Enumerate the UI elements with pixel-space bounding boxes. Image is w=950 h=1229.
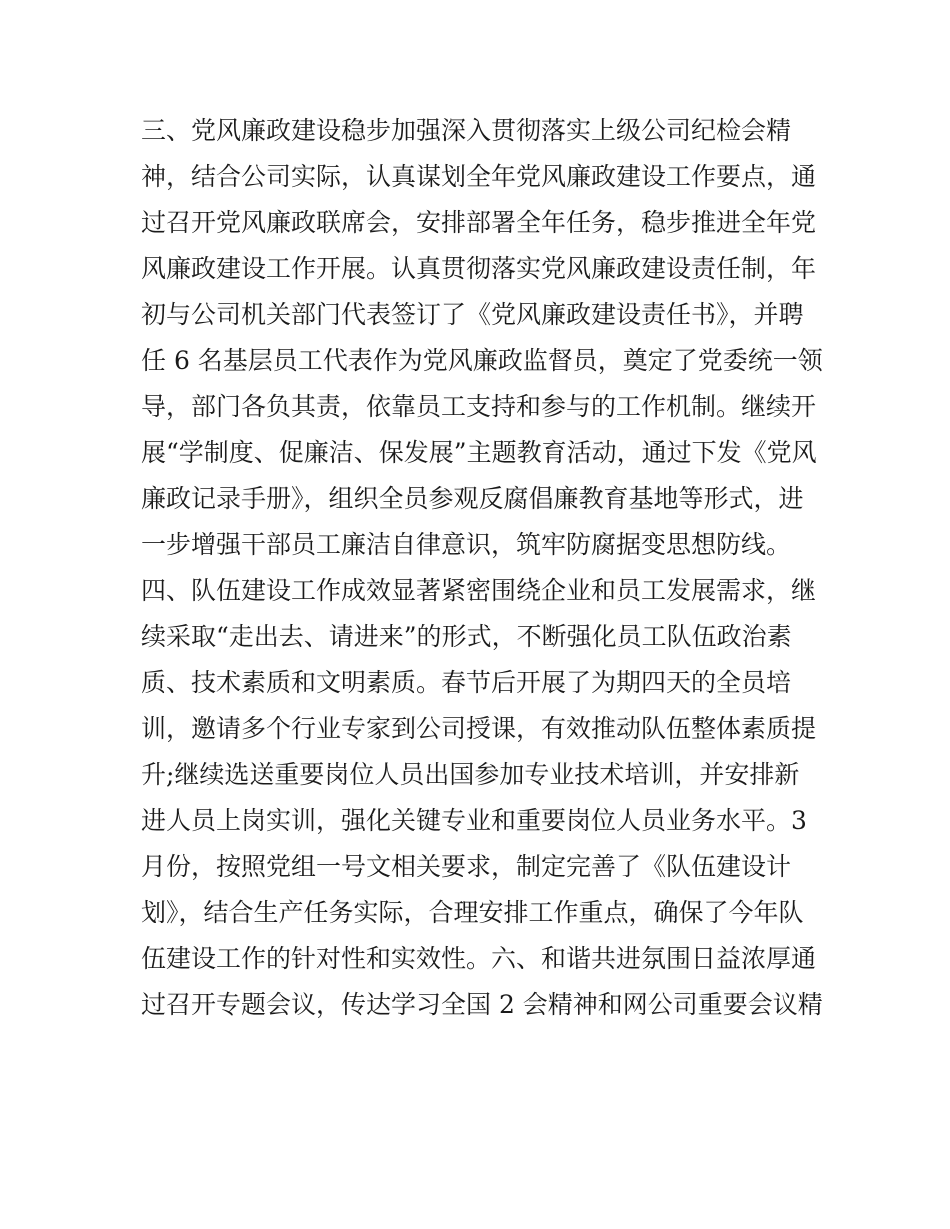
text-line: 续采取“走出去、请进来”的形式，不断强化员工队伍政治素 — [141, 622, 792, 651]
text-line: 质、技术素质和文明素质。春节后开展了为期四天的全员培 — [141, 668, 792, 697]
text-line: 过召开专题会议，传达学习全国 2 会精神和网公司重要会议精 — [141, 990, 823, 1019]
text-line: 展“学制度、促廉洁、保发展”主题教育活动，通过下发《党风 — [141, 438, 817, 467]
text-line: 升;继续选送重要岗位人员出国参加专业技术培训，并安排新 — [141, 760, 800, 789]
text-line: 训，邀请多个行业专家到公司授课，有效推动队伍整体素质提 — [141, 714, 817, 743]
text-line: 四、队伍建设工作成效显著紧密围绕企业和员工发展需求，继 — [141, 576, 817, 605]
text-line: 三、党风廉政建设稳步加强深入贯彻落实上级公司纪检会精 — [141, 116, 792, 145]
text-line: 风廉政建设工作开展。认真贯彻落实党风廉政建设责任制，年 — [141, 254, 817, 283]
text-line: 任 6 名基层员工代表作为党风廉政监督员，奠定了党委统一领 — [141, 346, 823, 375]
document-body — [141, 108, 821, 1028]
text-line: 廉政记录手册》，组织全员参观反腐倡廉教育基地等形式，进 — [141, 484, 804, 513]
text-line: 伍建设工作的针对性和实效性。六、和谐共进氛围日益浓厚通 — [141, 944, 817, 973]
text-line: 进人员上岗实训，强化关键专业和重要岗位人员业务水平。3 — [141, 806, 807, 835]
text-line: 神，结合公司实际，认真谋划全年党风廉政建设工作要点，通 — [141, 162, 817, 191]
text-line: 过召开党风廉政联席会，安排部署全年任务，稳步推进全年党 — [141, 208, 817, 237]
text-line: 导，部门各负其责，依靠员工支持和参与的工作机制。继续开 — [141, 392, 817, 421]
text-line: 初与公司机关部门代表签订了《党风廉政建设责任书》，并聘 — [141, 300, 804, 329]
text-line: 划》，结合生产任务实际，合理安排工作重点，确保了今年队 — [141, 898, 804, 927]
text-line: 一步增强干部员工廉洁自律意识，筑牢防腐据变思想防线。 — [141, 530, 792, 559]
text-line: 月份，按照党组一号文相关要求，制定完善了《队伍建设计 — [141, 852, 792, 881]
